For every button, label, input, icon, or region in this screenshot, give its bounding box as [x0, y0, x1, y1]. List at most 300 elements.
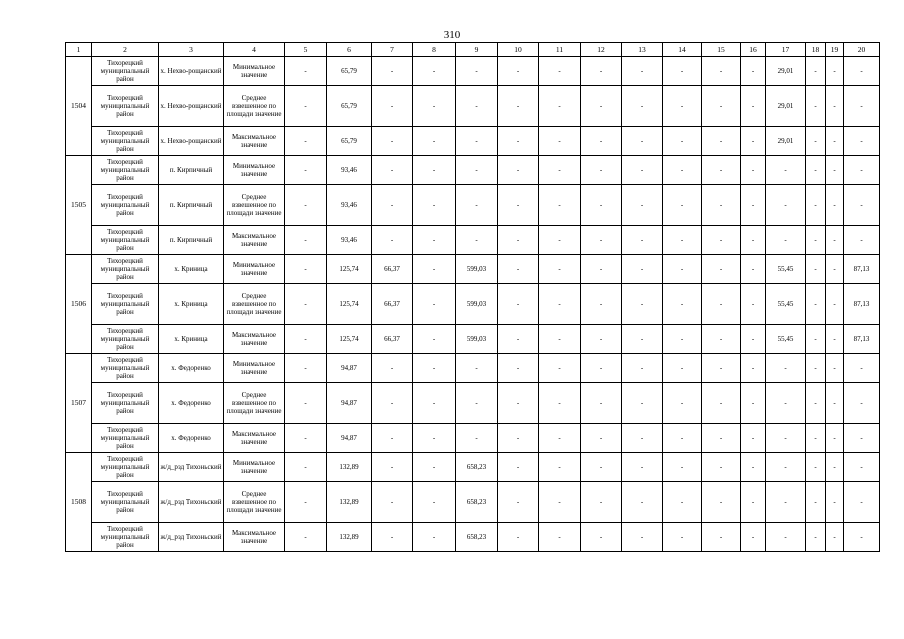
table-cell: -: [622, 226, 663, 255]
table-cell: Тихорецкий муниципальный район: [92, 325, 159, 354]
table-cell: -: [622, 127, 663, 156]
table-cell: -: [741, 453, 766, 482]
header-row: [66, 43, 880, 57]
table-cell: -: [372, 523, 413, 552]
table-cell: -: [285, 453, 327, 482]
table-cell: -: [581, 325, 622, 354]
table-cell: -: [766, 383, 806, 424]
table-cell: х. Федоренко: [159, 354, 224, 383]
table-cell: ж/д_рзд Тихоньский: [159, 482, 224, 523]
table-cell: -: [741, 482, 766, 523]
table-cell: 132,89: [327, 453, 372, 482]
table-cell: Среднее взвешенное по площади значение: [224, 482, 285, 523]
table-cell: -: [826, 127, 844, 156]
table-row: [66, 453, 880, 482]
table-cell: Минимальное значение: [224, 255, 285, 284]
table-cell: -: [766, 523, 806, 552]
table-cell: -: [844, 453, 880, 482]
column-header: 2: [92, 43, 159, 57]
table-cell: -: [285, 226, 327, 255]
table-cell: -: [413, 156, 456, 185]
table-cell: -: [372, 156, 413, 185]
table-cell: -: [766, 453, 806, 482]
table-cell: -: [806, 127, 826, 156]
table-cell: -: [663, 86, 702, 127]
table-cell: -: [539, 57, 581, 86]
table-row: [66, 482, 880, 523]
table-cell: -: [285, 255, 327, 284]
table-cell: -: [539, 482, 581, 523]
table-cell: -: [806, 284, 826, 325]
table-cell: х. Криница: [159, 325, 224, 354]
table-cell: -: [372, 86, 413, 127]
table-cell: -: [702, 226, 741, 255]
table-cell: х. Федоренко: [159, 383, 224, 424]
table-row: [66, 86, 880, 127]
table-cell: -: [498, 325, 539, 354]
table-cell: -: [741, 185, 766, 226]
table-cell: Тихорецкий муниципальный район: [92, 226, 159, 255]
table-cell: -: [456, 57, 498, 86]
table-row: [66, 383, 880, 424]
table-cell: -: [581, 354, 622, 383]
table-body: [66, 57, 880, 552]
table-cell: Тихорецкий муниципальный район: [92, 156, 159, 185]
table-cell: -: [766, 424, 806, 453]
table-cell: -: [806, 354, 826, 383]
table-cell: -: [372, 482, 413, 523]
table-cell: -: [702, 185, 741, 226]
table-cell: -: [372, 57, 413, 86]
table-cell: -: [702, 482, 741, 523]
column-header: 14: [663, 43, 702, 57]
table-cell: -: [285, 185, 327, 226]
table-cell: х. Криница: [159, 284, 224, 325]
table-cell: -: [372, 424, 413, 453]
table-cell: 66,37: [372, 255, 413, 284]
table-cell: 29,01: [766, 86, 806, 127]
table-cell: Тихорецкий муниципальный район: [92, 255, 159, 284]
table-cell: -: [539, 424, 581, 453]
table-cell: -: [456, 424, 498, 453]
table-cell: ж/д_рзд Тихоньский: [159, 523, 224, 552]
table-cell: -: [285, 127, 327, 156]
table-cell: -: [539, 325, 581, 354]
table-cell: -: [622, 354, 663, 383]
table-cell: -: [539, 383, 581, 424]
column-header: 19: [826, 43, 844, 57]
table-cell: 94,87: [327, 383, 372, 424]
table-cell: -: [702, 255, 741, 284]
table-cell: -: [498, 127, 539, 156]
table-cell: -: [826, 226, 844, 255]
table-cell: -: [806, 424, 826, 453]
table-cell: х. Нехво-рощанский: [159, 57, 224, 86]
table-cell: -: [372, 226, 413, 255]
table-cell: -: [663, 354, 702, 383]
table-cell: -: [622, 325, 663, 354]
table-cell: -: [806, 255, 826, 284]
table-cell: -: [826, 453, 844, 482]
table-cell: -: [581, 156, 622, 185]
table-cell: 599,03: [456, 284, 498, 325]
table-cell: -: [413, 57, 456, 86]
table-cell: -: [498, 156, 539, 185]
table-cell: -: [702, 127, 741, 156]
table-cell: -: [826, 57, 844, 86]
table-cell: -: [766, 185, 806, 226]
table-cell: -: [622, 482, 663, 523]
table-cell: -: [622, 185, 663, 226]
table-cell: -: [498, 424, 539, 453]
table-row: [66, 57, 880, 86]
table-cell: -: [413, 284, 456, 325]
table-cell: 132,89: [327, 523, 372, 552]
table-cell: 93,46: [327, 185, 372, 226]
table-cell: п. Кирпичный: [159, 226, 224, 255]
table-cell: -: [826, 383, 844, 424]
table-cell: -: [766, 482, 806, 523]
table-cell: Тихорецкий муниципальный район: [92, 127, 159, 156]
table-cell: 94,87: [327, 354, 372, 383]
table-cell: -: [702, 284, 741, 325]
column-header: 13: [622, 43, 663, 57]
table-cell: -: [285, 156, 327, 185]
table-cell: -: [456, 86, 498, 127]
table-cell: -: [844, 57, 880, 86]
table-cell: -: [285, 86, 327, 127]
table-cell: 65,79: [327, 127, 372, 156]
table-cell: -: [539, 127, 581, 156]
table-cell: Минимальное значение: [224, 57, 285, 86]
table-cell: -: [844, 86, 880, 127]
table-cell: -: [702, 57, 741, 86]
table-cell: х. Криница: [159, 255, 224, 284]
column-header: 4: [224, 43, 285, 57]
table-cell: -: [456, 156, 498, 185]
table-cell: -: [663, 156, 702, 185]
column-header: 8: [413, 43, 456, 57]
table-cell: -: [581, 57, 622, 86]
table-cell: -: [741, 156, 766, 185]
table-cell: -: [413, 86, 456, 127]
table-cell: -: [741, 523, 766, 552]
table-cell: 658,23: [456, 482, 498, 523]
table-row: [66, 127, 880, 156]
table-cell: -: [806, 325, 826, 354]
table-cell: -: [285, 482, 327, 523]
table-cell: -: [581, 523, 622, 552]
table-cell: Максимальное значение: [224, 325, 285, 354]
table-cell: -: [498, 523, 539, 552]
table-cell: -: [285, 383, 327, 424]
table-cell: х. Федоренко: [159, 424, 224, 453]
table-row: [66, 325, 880, 354]
table-cell: Тихорецкий муниципальный район: [92, 57, 159, 86]
table-cell: 93,46: [327, 226, 372, 255]
table-cell: Максимальное значение: [224, 424, 285, 453]
table-cell: -: [581, 226, 622, 255]
table-cell: -: [826, 482, 844, 523]
column-header: 3: [159, 43, 224, 57]
table-cell: -: [622, 57, 663, 86]
table-cell: -: [806, 57, 826, 86]
table-cell: -: [498, 57, 539, 86]
table-cell: -: [826, 424, 844, 453]
table-cell: -: [498, 255, 539, 284]
table-cell: -: [663, 424, 702, 453]
table-cell: -: [826, 185, 844, 226]
table-cell: -: [806, 156, 826, 185]
table-cell: 66,37: [372, 325, 413, 354]
data-table: [65, 42, 880, 552]
table-cell: -: [622, 255, 663, 284]
column-header: 17: [766, 43, 806, 57]
table-cell: -: [806, 523, 826, 552]
column-header: 12: [581, 43, 622, 57]
table-cell: -: [844, 127, 880, 156]
table-cell: Тихорецкий муниципальный район: [92, 482, 159, 523]
table-cell: 55,45: [766, 284, 806, 325]
table-cell: -: [826, 523, 844, 552]
table-cell: -: [806, 226, 826, 255]
table-cell: -: [539, 523, 581, 552]
table-cell: -: [663, 57, 702, 86]
table-cell: -: [581, 383, 622, 424]
table-cell: -: [456, 185, 498, 226]
table-row: [66, 424, 880, 453]
table-cell: Максимальное значение: [224, 523, 285, 552]
table-cell: -: [844, 156, 880, 185]
table-cell: -: [539, 185, 581, 226]
table-row: [66, 156, 880, 185]
table-cell: -: [622, 453, 663, 482]
table-cell: -: [413, 453, 456, 482]
column-header: 18: [806, 43, 826, 57]
table-cell: -: [663, 255, 702, 284]
table-cell: -: [581, 482, 622, 523]
table-cell: -: [413, 226, 456, 255]
table-cell: -: [372, 127, 413, 156]
table-cell: -: [285, 57, 327, 86]
table-cell: -: [806, 86, 826, 127]
table-cell: -: [844, 424, 880, 453]
table-cell: -: [702, 354, 741, 383]
table-cell: -: [702, 86, 741, 127]
row-id-cell: 1507: [66, 354, 92, 453]
column-header: 5: [285, 43, 327, 57]
table-cell: -: [766, 226, 806, 255]
table-cell: -: [581, 185, 622, 226]
page-number: 310: [443, 29, 461, 41]
table-cell: 55,45: [766, 325, 806, 354]
table-row: [66, 185, 880, 226]
table-cell: 125,74: [327, 284, 372, 325]
table-cell: -: [456, 354, 498, 383]
column-header: 1: [66, 43, 92, 57]
table-cell: -: [826, 255, 844, 284]
table-cell: -: [826, 156, 844, 185]
table-cell: Тихорецкий муниципальный район: [92, 185, 159, 226]
table-cell: Максимальное значение: [224, 127, 285, 156]
table-cell: Среднее взвешенное по площади значение: [224, 86, 285, 127]
table-cell: -: [622, 424, 663, 453]
table-cell: 65,79: [327, 86, 372, 127]
table-cell: -: [413, 325, 456, 354]
table-cell: 599,03: [456, 325, 498, 354]
table-cell: -: [372, 383, 413, 424]
table-cell: 55,45: [766, 255, 806, 284]
row-id-cell: 1504: [66, 57, 92, 156]
table-cell: -: [663, 185, 702, 226]
table-cell: -: [741, 284, 766, 325]
table-cell: -: [539, 86, 581, 127]
table-cell: -: [456, 127, 498, 156]
table-cell: -: [806, 453, 826, 482]
table-cell: -: [741, 325, 766, 354]
table-cell: -: [456, 226, 498, 255]
table-cell: -: [826, 325, 844, 354]
table-cell: -: [622, 86, 663, 127]
table-cell: -: [581, 424, 622, 453]
table-cell: -: [844, 354, 880, 383]
table-cell: -: [622, 284, 663, 325]
table-cell: -: [741, 255, 766, 284]
table-cell: -: [622, 156, 663, 185]
table-cell: -: [413, 255, 456, 284]
column-header: 20: [844, 43, 880, 57]
table-cell: -: [806, 185, 826, 226]
table-cell: -: [663, 226, 702, 255]
table-cell: Минимальное значение: [224, 453, 285, 482]
table-cell: -: [663, 523, 702, 552]
table-cell: -: [702, 156, 741, 185]
table-cell: -: [741, 57, 766, 86]
table-cell: -: [663, 453, 702, 482]
table-cell: 93,46: [327, 156, 372, 185]
table-cell: -: [702, 325, 741, 354]
table-cell: -: [844, 185, 880, 226]
column-header: 16: [741, 43, 766, 57]
table-cell: -: [741, 383, 766, 424]
table-cell: -: [413, 185, 456, 226]
table-row: [66, 523, 880, 552]
table-cell: -: [741, 86, 766, 127]
table-cell: -: [806, 482, 826, 523]
table-row: [66, 284, 880, 325]
table-row: [66, 226, 880, 255]
table-cell: -: [806, 383, 826, 424]
table-cell: -: [413, 383, 456, 424]
table-cell: Среднее взвешенное по площади значение: [224, 383, 285, 424]
table-cell: -: [539, 226, 581, 255]
table-cell: 125,74: [327, 255, 372, 284]
table-cell: -: [285, 523, 327, 552]
table-cell: -: [539, 453, 581, 482]
table-cell: ж/д_рзд Тихоньский: [159, 453, 224, 482]
table-cell: -: [844, 523, 880, 552]
table-cell: -: [539, 156, 581, 185]
table-cell: -: [498, 86, 539, 127]
table-cell: -: [663, 325, 702, 354]
row-id-cell: 1506: [66, 255, 92, 354]
table-cell: -: [766, 156, 806, 185]
table-cell: х. Нехво-рощанский: [159, 127, 224, 156]
column-header: 10: [498, 43, 539, 57]
table-cell: Тихорецкий муниципальный район: [92, 424, 159, 453]
table-cell: -: [413, 482, 456, 523]
table-cell: 658,23: [456, 453, 498, 482]
table-cell: 65,79: [327, 57, 372, 86]
table-cell: Тихорецкий муниципальный район: [92, 523, 159, 552]
table-cell: -: [285, 284, 327, 325]
table-cell: -: [702, 453, 741, 482]
table-cell: п. Кирпичный: [159, 185, 224, 226]
table-cell: 658,23: [456, 523, 498, 552]
table-cell: -: [372, 354, 413, 383]
table-cell: Максимальное значение: [224, 226, 285, 255]
table-cell: -: [372, 185, 413, 226]
table-cell: -: [622, 383, 663, 424]
table-cell: -: [702, 424, 741, 453]
table-cell: -: [539, 255, 581, 284]
table-cell: -: [498, 185, 539, 226]
table-cell: Тихорецкий муниципальный район: [92, 354, 159, 383]
table-cell: -: [285, 424, 327, 453]
table-cell: -: [663, 127, 702, 156]
table-cell: -: [766, 354, 806, 383]
table-cell: -: [826, 284, 844, 325]
table-cell: -: [663, 284, 702, 325]
table-cell: Минимальное значение: [224, 156, 285, 185]
table-cell: -: [741, 354, 766, 383]
table-cell: 132,89: [327, 482, 372, 523]
table-row: [66, 354, 880, 383]
table-cell: -: [539, 354, 581, 383]
table-cell: 87,13: [844, 284, 880, 325]
table-cell: 87,13: [844, 255, 880, 284]
table-cell: -: [741, 226, 766, 255]
table-cell: -: [413, 523, 456, 552]
table-cell: Тихорецкий муниципальный район: [92, 86, 159, 127]
table-cell: п. Кирпичный: [159, 156, 224, 185]
table-cell: 125,74: [327, 325, 372, 354]
column-header: 11: [539, 43, 581, 57]
table-cell: -: [702, 383, 741, 424]
table-cell: -: [498, 284, 539, 325]
table-cell: -: [413, 354, 456, 383]
column-header: 6: [327, 43, 372, 57]
row-id-cell: 1505: [66, 156, 92, 255]
table-cell: -: [581, 453, 622, 482]
table-cell: -: [498, 226, 539, 255]
table-cell: -: [741, 127, 766, 156]
table-cell: -: [498, 354, 539, 383]
table-cell: -: [285, 354, 327, 383]
table-cell: -: [844, 482, 880, 523]
table-cell: -: [498, 482, 539, 523]
table-cell: Тихорецкий муниципальный район: [92, 383, 159, 424]
table-cell: 87,13: [844, 325, 880, 354]
table-cell: -: [372, 453, 413, 482]
table-cell: 29,01: [766, 57, 806, 86]
table-cell: -: [663, 482, 702, 523]
table-cell: -: [456, 383, 498, 424]
table-cell: -: [702, 523, 741, 552]
table-cell: -: [413, 127, 456, 156]
table-cell: -: [498, 383, 539, 424]
table-cell: 29,01: [766, 127, 806, 156]
